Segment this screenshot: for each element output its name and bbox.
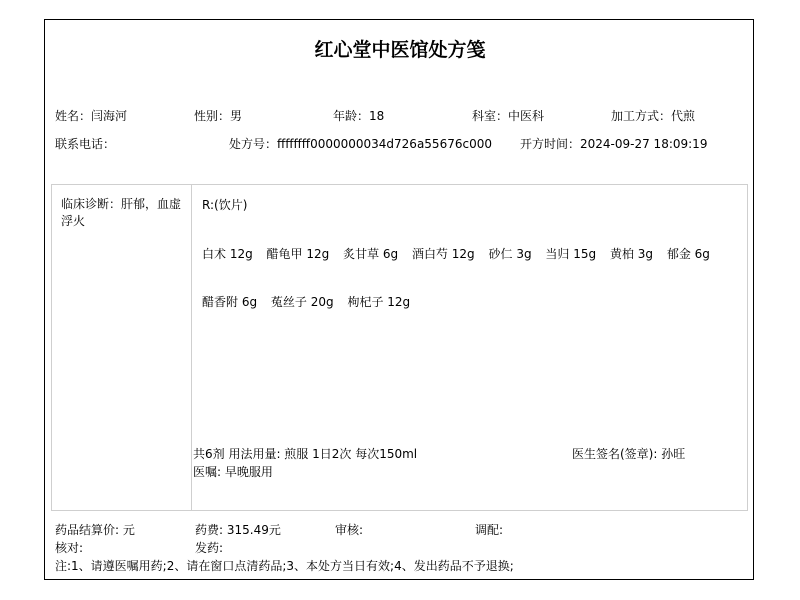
herb-item: 当归 15g [545, 247, 597, 261]
herb-item: 郁金 6g [666, 247, 710, 261]
herb-item: 白术 12g [202, 247, 253, 261]
processing-method: 加工方式：代煎 [611, 109, 696, 123]
patient-age: 年龄：18 [333, 109, 385, 123]
check-label: 核对: [55, 541, 84, 555]
dispense-label: 发药: [195, 541, 224, 555]
herb-item: 酒白芍 12g [411, 247, 475, 261]
document-title: 红心堂中医馆处方笺 [314, 39, 486, 61]
doctor-signature: 医生签名(签章): 孙旺 [572, 447, 686, 461]
herb-list-row-2 [202, 293, 420, 310]
herb-item: 菟丝子 20g [270, 295, 334, 309]
herb-item: 砂仁 3g [488, 247, 532, 261]
patient-name: 姓名：闫海河 [55, 109, 128, 123]
prescription-header: R:(饮片) [202, 198, 248, 212]
herb-item: 黄柏 3g [609, 247, 654, 261]
clinical-diagnosis: 临床诊断：肝郁，血虚浮火 [61, 197, 182, 228]
settlement-price: 药品结算价: 元 [55, 523, 135, 537]
column-divider [191, 184, 192, 511]
herb-item: 炙甘草 6g [343, 247, 399, 261]
prescription-body-box [51, 184, 748, 511]
herb-item: 醋香附 6g [202, 295, 258, 309]
prescription-time: 开方时间：2024-09-27 18:09:19 [520, 137, 708, 151]
medicine-fee: 药费: 315.49元 [195, 523, 281, 537]
herb-list-row-1 [202, 245, 720, 262]
patient-gender: 性别：男 [194, 109, 243, 123]
herb-item: 醋龟甲 12g [266, 247, 330, 261]
herb-item: 枸杞子 12g [347, 295, 411, 309]
dosage-usage: 共6剂 用法用量: 煎服 1日2次 每次150ml [193, 447, 418, 461]
medical-advice: 医嘱: 早晚服用 [193, 465, 273, 479]
patient-phone: 联系电话： [55, 137, 116, 151]
review-label: 审核: [335, 523, 364, 537]
patient-department: 科室：中医科 [472, 109, 545, 123]
dispense-adjust-label: 调配: [475, 523, 504, 537]
prescription-number: 处方号：ffffffff0000000034d726a55676c000 [229, 137, 492, 151]
footer-notes: 注:1、请遵医嘱用药;2、请在窗口点清药品;3、本处方当日有效;4、发出药品不予退换; [55, 559, 514, 573]
